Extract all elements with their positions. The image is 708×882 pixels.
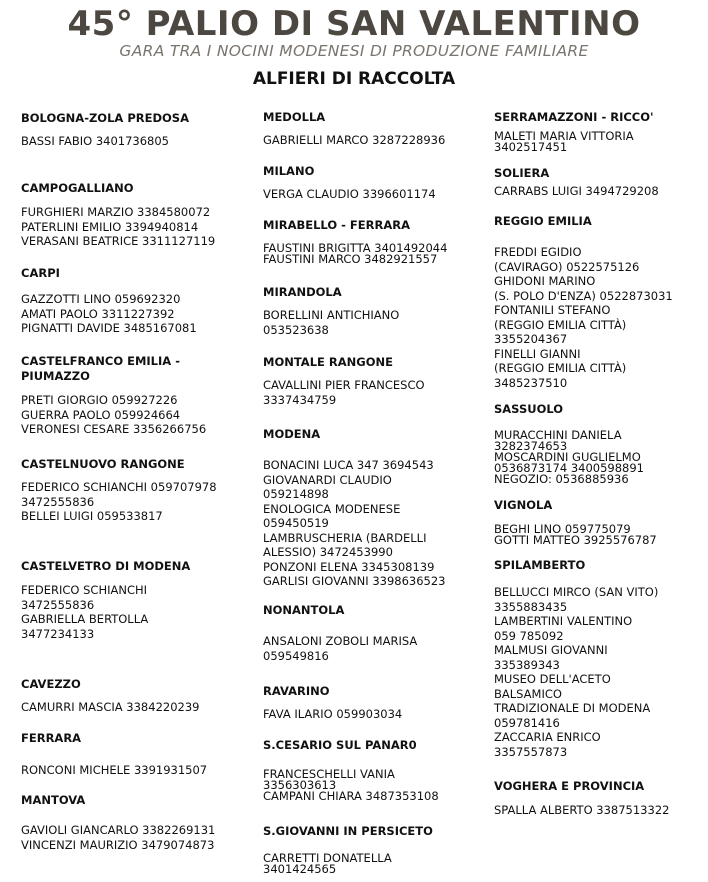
contact-entry: PATERLINI EMILIO 3394940814: [21, 219, 199, 234]
contact-entry: CAMURRI MASCIA 3384220239: [21, 700, 200, 714]
contact-entry: GARLISI GIOVANNI 3398636523: [263, 574, 446, 588]
contact-entry: GAZZOTTI LINO 059692320: [21, 292, 181, 306]
contact-entry: 059214898: [263, 487, 329, 501]
location-heading: S.CESARIO SUL PANAR0: [263, 738, 417, 752]
contact-entry: 3485237510: [494, 375, 568, 390]
contact-entry: MURACCHINI DANIELA: [494, 428, 622, 442]
location-heading: CASTELVETRO DI MODENA: [21, 559, 191, 573]
location-heading: MIRABELLO - FERRARA: [263, 218, 410, 232]
contact-entry: LAMBERTINI VALENTINO: [494, 614, 633, 628]
contact-entry: FAUSTINI MARCO 3482921557: [263, 252, 438, 266]
contact-entry: 059450519: [263, 516, 329, 530]
contact-entry: GIOVANARDI CLAUDIO: [263, 472, 392, 487]
location-heading: MEDOLLA: [263, 110, 326, 124]
contact-entry: ANSALONI ZOBOLI MARISA: [263, 634, 418, 648]
section-title: ALFIERI DI RACCOLTA: [252, 69, 456, 89]
contact-entry: BEGHI LINO 059775079: [494, 522, 631, 536]
contact-entry: ENOLOGICA MODENESE: [263, 501, 401, 516]
contact-entry: FAUSTINI BRIGITTA 3401492044: [263, 241, 448, 255]
contact-entry: VERGA CLAUDIO 3396601174: [263, 187, 436, 201]
contact-entry: 3402517451: [494, 140, 568, 154]
location-heading: VOGHERA E PROVINCIA: [494, 779, 645, 793]
contact-entry: 3472555836: [21, 597, 95, 612]
location-heading: MIRANDOLA: [263, 285, 342, 299]
location-heading: MODENA: [263, 427, 321, 441]
location-heading: SPILAMBERTO: [494, 558, 586, 572]
location-heading: CAVEZZO: [21, 677, 81, 691]
contact-entry: 3356303613: [263, 778, 337, 792]
contact-entry: PRETI GIORGIO 059927226: [21, 393, 178, 407]
contact-entry: FEDERICO SCHIANCHI 059707978: [21, 480, 217, 494]
contact-entry: 3472555836: [21, 494, 95, 509]
contact-entry: CARRETTI DONATELLA: [263, 851, 392, 865]
contact-entry: GABRIELLI MARCO 3287228936: [263, 133, 446, 147]
contact-entry: FONTANILI STEFANO: [494, 303, 611, 317]
location-heading: CASTELFRANCO EMILIA -: [21, 354, 180, 368]
contact-entry: 3282374653: [494, 439, 568, 453]
contact-entry: BELLUCCI MIRCO (SAN VITO): [494, 585, 659, 599]
contact-entry: (REGGIO EMILIA CITTÀ): [494, 317, 627, 332]
contact-entry: MALMUSI GIOVANNI: [494, 643, 608, 657]
contact-entry: LAMBRUSCHERIA (BARDELLI: [263, 530, 427, 545]
location-heading: MILANO: [263, 164, 315, 178]
contact-entry: AMATI PAOLO 3311227392: [21, 306, 175, 321]
location-heading-cont: PIUMAZZO: [21, 369, 90, 383]
location-heading: RAVARINO: [263, 684, 330, 698]
location-heading: FERRARA: [21, 731, 82, 745]
contact-entry: (S. POLO D'ENZA) 0522873031: [494, 288, 673, 303]
contact-entry: VINCENZI MAURIZIO 3479074873: [21, 837, 215, 852]
location-heading: CASTELNUOVO RANGONE: [21, 457, 185, 471]
contact-entry: BALSAMICO: [494, 686, 562, 701]
contact-entry: FINELLI GIANNI: [494, 346, 581, 361]
contact-entry: (CAVIRAGO) 0522575126: [494, 259, 640, 274]
contact-entry: 3401424565: [263, 862, 337, 876]
contact-entry: BONACINI LUCA 347 3694543: [263, 458, 434, 472]
contact-entry: BELLEI LUIGI 059533817: [21, 509, 163, 523]
contact-entry: VERONESI CESARE 3356266756: [21, 422, 207, 436]
location-heading: VIGNOLA: [494, 498, 553, 512]
location-heading: NONANTOLA: [263, 603, 345, 617]
contact-entry: (REGGIO EMILIA CITTÀ): [494, 361, 627, 375]
contact-entry: RONCONI MICHELE 3391931507: [21, 763, 208, 777]
contact-entry: FREDDI EGIDIO: [494, 245, 582, 259]
contact-entry: MUSEO DELL'ACETO: [494, 672, 611, 686]
contact-entry: CAVALLINI PIER FRANCESCO: [263, 378, 425, 392]
location-heading: SOLIERA: [494, 166, 550, 180]
contact-entry: 3357557873: [494, 744, 568, 759]
contact-entry: ALESSIO) 3472453990: [263, 545, 393, 559]
contact-entry: 3355883435: [494, 599, 568, 614]
location-heading: CARPI: [21, 266, 60, 280]
contact-entry: FEDERICO SCHIANCHI: [21, 583, 148, 597]
contact-entry: FRANCESCHELLI VANIA: [263, 767, 395, 781]
contact-entry: 059549816: [263, 648, 329, 663]
location-heading: MONTALE RANGONE: [263, 355, 393, 369]
location-heading: SERRAMAZZONI - RICCO': [494, 110, 654, 124]
location-heading: MANTOVA: [21, 793, 86, 807]
contact-entry: FURGHIERI MARZIO 3384580072: [21, 205, 211, 219]
location-heading: BOLOGNA-ZOLA PREDOSA: [21, 111, 189, 125]
contact-entry: 059781416: [494, 715, 560, 730]
contact-entry: 335389343: [494, 657, 560, 672]
contact-entry: GAVIOLI GIANCARLO 3382269131: [21, 823, 216, 837]
contact-entry: 3355204367: [494, 332, 568, 346]
contact-entry: TRADIZIONALE DI MODENA: [494, 701, 651, 715]
location-heading: S.GIOVANNI IN PERSICETO: [263, 824, 433, 838]
location-heading: CAMPOGALLIANO: [21, 181, 134, 195]
contact-entry: BASSI FABIO 3401736805: [21, 134, 169, 148]
contact-entry: CAMPANI CHIARA 3487353108: [263, 789, 439, 803]
contact-entry: MOSCARDINI GUGLIELMO: [494, 450, 641, 464]
contact-entry: FAVA ILARIO 059903034: [263, 707, 403, 721]
page-title: 45° PALIO DI SAN VALENTINO: [67, 4, 641, 44]
contact-entry: ZACCARIA ENRICO: [494, 730, 601, 744]
contact-entry: 059 785092: [494, 628, 564, 643]
contact-entry: CARRABS LUIGI 3494729208: [494, 184, 659, 198]
contact-entry: VERASANI BEATRICE 3311127119: [21, 234, 216, 248]
page-subtitle: GARA TRA I NOCINI MODENESI DI PRODUZIONE FAMILIARE: [119, 42, 589, 60]
location-heading: REGGIO EMILIA: [494, 214, 592, 228]
location-heading: SASSUOLO: [494, 402, 564, 416]
contact-entry: MALETI MARIA VITTORIA: [494, 129, 634, 143]
contact-entry: 3477234133: [21, 626, 95, 641]
contact-entry: GUERRA PAOLO 059924664: [21, 407, 181, 422]
contact-entry: PONZONI ELENA 3345308139: [263, 559, 435, 574]
contact-entry: 3337434759: [263, 392, 337, 407]
contact-entry: 053523638: [263, 322, 329, 337]
contact-entry: GOTTI MATTEO 3925576787: [494, 533, 657, 547]
contact-entry: NEGOZIO: 0536885936: [494, 472, 629, 486]
contact-entry: BORELLINI ANTICHIANO: [263, 308, 400, 322]
contact-entry: PIGNATTI DAVIDE 3485167081: [21, 321, 197, 335]
contact-entry: 0536873174 3400598891: [494, 461, 644, 475]
contact-entry: SPALLA ALBERTO 3387513322: [494, 803, 670, 817]
contact-entry: GABRIELLA BERTOLLA: [21, 612, 149, 626]
contact-entry: GHIDONI MARINO: [494, 274, 596, 288]
